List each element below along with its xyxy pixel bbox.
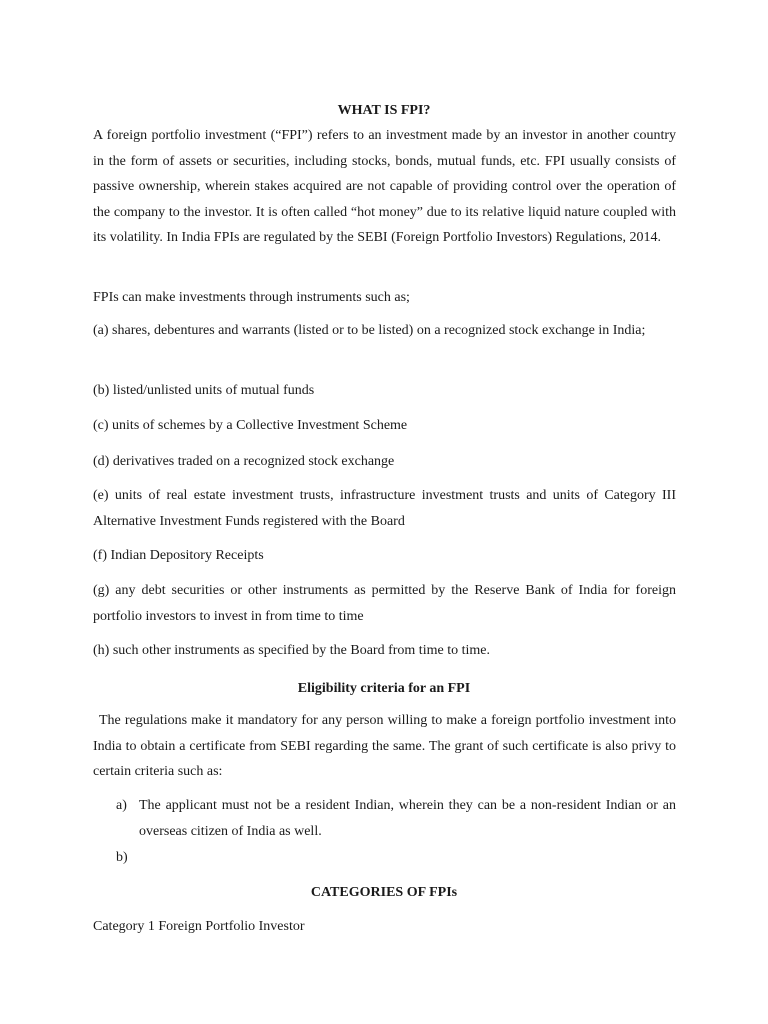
instrument-item-e: (e) units of real estate investment trusts, infrastructure investment trusts and units of Category III Alternative Investment Funds registered with the Board: [93, 488, 676, 529]
eligibility-heading: Eligibility criteria for an FPI: [297, 681, 471, 696]
instruments-lead: FPIs can make investments through instruments such as;: [93, 290, 410, 305]
instrument-item-h: (h) such other instruments as specified by the Board from time to time.: [93, 643, 490, 658]
instrument-item-b: (b) listed/unlisted units of mutual funds: [93, 383, 315, 398]
intro-paragraph: A foreign portfolio investment (“FPI”) refers to an investment made by an investor in another country in the form of assets or securities, including stocks, bonds, mutual funds, etc. FPI usually consists of passive ownership, wherein stakes acquired are not capable of providing control over the operation of the company to the investor. It is often called “hot money” due to its relative liquid nature coupled with its volatility. In India FPIs are regulated by the SEBI (Foreign Portfolio Investors) Regulations, 2014.: [93, 128, 676, 245]
eligibility-paragraph: The regulations make it mandatory for any person willing to make a foreign portfolio investment into India to obtain a certificate from SEBI regarding the same. The grant of such certificate is also privy to certain criteria such as:: [93, 713, 676, 779]
criteria-text: The applicant must not be a resident Indian, wherein they can be a non-resident Indian or an overseas citizen of India as well.: [139, 798, 676, 839]
page-title: WHAT IS FPI?: [337, 103, 431, 118]
instrument-item-f: (f) Indian Depository Receipts: [93, 548, 264, 563]
category-1-line: Category 1 Foreign Portfolio Investor: [93, 919, 305, 934]
categories-heading: CATEGORIES OF FPIs: [310, 885, 458, 900]
instrument-item-g: (g) any debt securities or other instruments as permitted by the Reserve Bank of India for foreign portfolio investors to invest in from time to time: [93, 583, 676, 624]
list-marker: b): [116, 850, 128, 865]
instrument-item-d: (d) derivatives traded on a recognized stock exchange: [93, 454, 395, 469]
instrument-item-a: (a) shares, debentures and warrants (listed or to be listed) on a recognized stock exchange in India;: [93, 323, 646, 338]
criteria-item-a: [116, 793, 676, 844]
list-marker: a): [116, 798, 127, 813]
instrument-item-c: (c) units of schemes by a Collective Investment Scheme: [93, 418, 408, 433]
